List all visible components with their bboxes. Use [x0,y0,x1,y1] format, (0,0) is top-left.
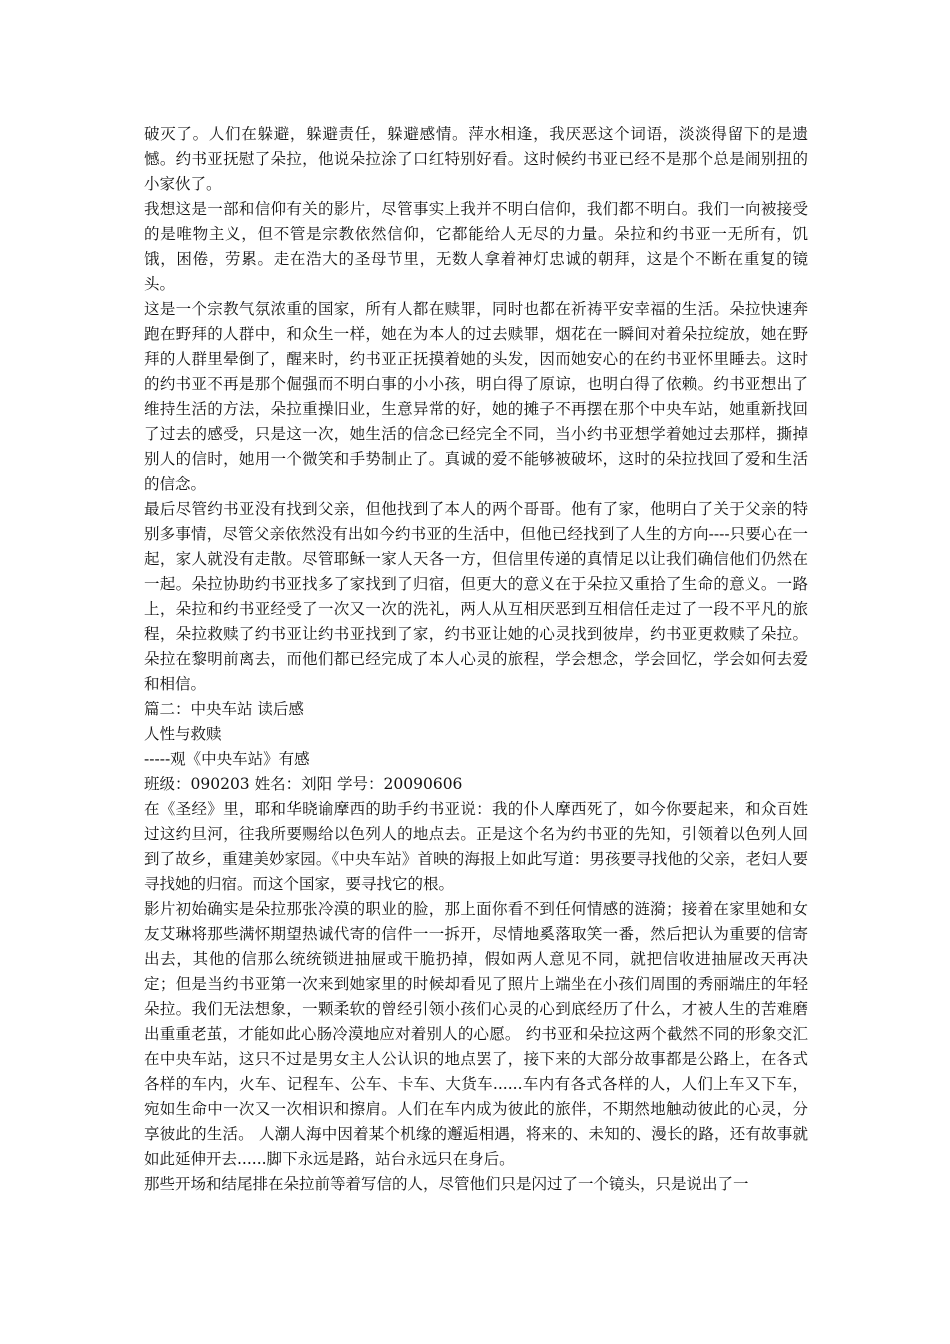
essay-subtitle: -----观《中央车站》有感 [144,750,310,768]
paragraph-1: 破灭了。人们在躲避，躲避责任，躲避感情。萍水相逢，我厌恶这个词语，淡淡得留下的是遗憾。约书亚抚慰了朵拉，他说朵拉涂了口红特别好看。这时候约书亚已经不是那个总是闹别扭的小家伙了。 [144,125,808,193]
paragraph-3: 这是一个宗教气氛浓重的国家，所有人都在赎罪，同时也都在祈祷平安幸福的生活。朵拉快速奔跑在野拜的人群中，和众生一样，她在为本人的过去赎罪，烟花在一瞬间对着朵拉绽放，她在野拜的人群里晕倒了，醒来时，约书亚正抚摸着她的头发，因而她安心的在约书亚怀里睡去。这时的约书亚不再是那个倔强而不明白事的小小孩，明白得了原谅，也明白得了依赖。约书亚想出了维持生活的方法，朵拉重操旧业，生意异常的好，她的摊子不再摆在那个中央车站，她重新找回了过去的感受，只是这一次，她生活的信念已经完全不同，当小约书亚想学着她过去那样，撕掉别人的信时，她用一个微笑和手势制止了。真诚的爱不能够被破坏，这时的朵拉找回了爱和生活的信念。 [144,300,808,493]
section-title: 篇二：中央车站 读后感 [144,700,304,718]
author-info: 班级：090203 姓名：刘阳 学号：20090606 [144,775,463,793]
essay-title: 人性与救赎 [144,725,222,743]
paragraph-4: 最后尽管约书亚没有找到父亲，但他找到了本人的两个哥哥。他有了家，他明白了关于父亲的特别多事情，尽管父亲依然没有出如今约书亚的生活中，但他已经找到了人生的方向----只要心在一起，家人就没有走散。尽管耶稣一家人天各一方，但信里传递的真情足以让我们确信他们仍然在一起。朵拉协助约书亚找多了家找到了归宿，但更大的意义在于朵拉又重拾了生命的意义。一路上，朵拉和约书亚经受了一次又一次的洗礼，两人从互相厌恶到互相信任走过了一段不平凡的旅程，朵拉救赎了约书亚让约书亚找到了家，约书亚让她的心灵找到彼岸，约书亚更救赎了朵拉。朵拉在黎明前离去，而他们都已经完成了本人心灵的旅程，学会想念，学会回忆，学会如何去爱和相信。 [144,500,808,693]
paragraph-2: 我想这是一部和信仰有关的影片，尽管事实上我并不明白信仰，我们都不明白。我们一向被接受的是唯物主义，但不管是宗教依然信仰，它都能给人无尽的力量。朵拉和约书亚一无所有，饥饿，困倦，劳累。走在浩大的圣母节里，无数人拿着神灯忠诚的朝拜，这是个不断在重复的镜头。 [144,200,808,293]
paragraph-5: 在《圣经》里，耶和华晓谕摩西的助手约书亚说：我的仆人摩西死了，如今你要起来，和众百姓过这约旦河，往我所要赐给以色列人的地点去。正是这个名为约书亚的先知，引领着以色列人回到了故乡，重建美妙家园。《中央车站》首映的海报上如此写道：男孩要寻找他的父亲，老妇人要寻找她的归宿。而这个国家，要寻找它的根。 [144,800,808,893]
document-page [144,122,808,1197]
paragraph-7: 那些开场和结尾排在朵拉前等着写信的人，尽管他们只是闪过了一个镜头，只是说出了一 [144,1175,749,1193]
paragraph-6: 影片初始确实是朵拉那张冷漠的职业的脸，那上面你看不到任何情感的涟漪；接着在家里她和女友艾琳将那些满怀期望热诚代寄的信件一一拆开，尽情地奚落取笑一番，然后把认为重要的信寄出去，其他的信那么统统锁进抽屉或干脆扔掉，假如两人意见不同，就把信收进抽屉改天再决定；但是当约书亚第一次来到她家里的时候却看见了照片上端坐在小孩们周围的秀丽端庄的年轻朵拉。我们无法想象，一颗柔软的曾经引领小孩们心灵的心到底经历了什么，才被人生的苦难磨出重重老茧，才能如此心肠冷漠地应对着别人的心愿。 约书亚和朵拉这两个截然不同的形象交汇在中央车站，这只不过是男女主人公认识的地点罢了，接下来的大部分故事都是公路上，在各式各样的车内，火车、记程车、公车、卡车、大货车......车内有各式各样的人，人们上车又下车，宛如生命中一次又一次相识和擦肩。人们在车内成为彼此的旅伴，不期然地触动彼此的心灵，分享彼此的生活。 人潮人海中因着某个机缘的邂逅相遇，将来的、未知的、漫长的路，还有故事就如此延伸开去......脚下永远是路，站台永远只在身后。 [144,900,808,1168]
